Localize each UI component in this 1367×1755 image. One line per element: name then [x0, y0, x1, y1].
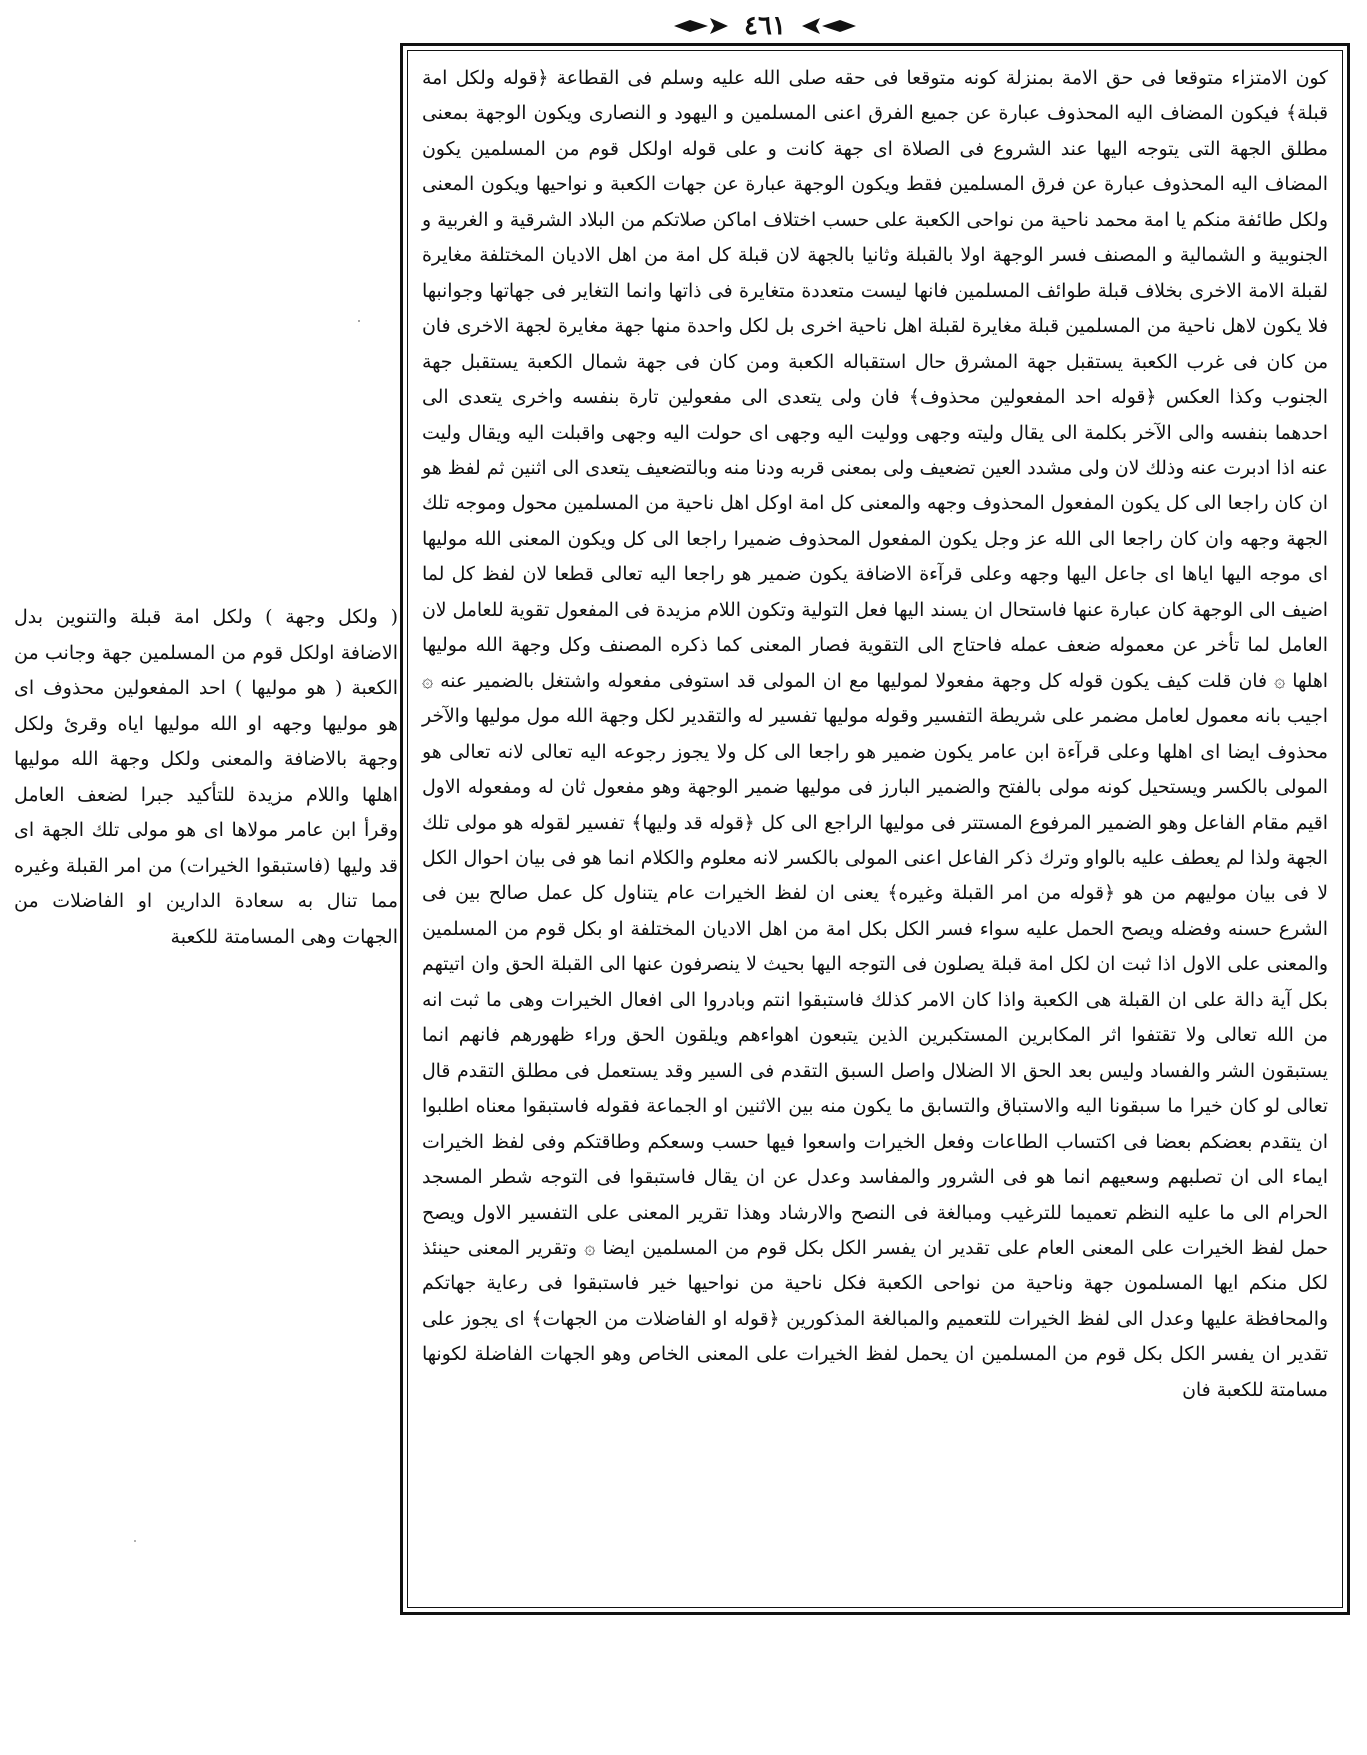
page-number-header	[560, 6, 970, 46]
stray-mark	[358, 320, 360, 322]
main-text-inner-border	[407, 50, 1343, 1608]
main-text-frame	[400, 43, 1350, 1615]
commentary-text: كون الامتزاء متوقعا فى حق الامة بمنزلة كونه متوقعا فى حقه صلى الله عليه وسلم فى القطاعة ﴿قوله ولكل امة قبلة﴾ فيكون المضاف اليه المحذوف عبارة عن جميع الفرق اعنى المسلمين و اليهود و النصارى ويكون الوجهة بمعنى مطلق الجهة التى يتوجه اليها عند الشروع فى الصلاة اى جهة كانت و على قوله اولكل قوم من المسلمين يكون المضاف اليه المحذوف عبارة عن فرق المسلمين فقط ويكون الوجهة عبارة عن جهات الكعبة و نواحيها ويكون المعنى ولكل طائفة منكم يا امة محمد ناحية من نواحى الكعبة على حسب اختلاف اماكن صلاتكم من البلاد الشرقية و الغربية و الجنوبية و الشمالية و المصنف فسر الوجهة اولا بالقبلة وثانيا بالجهة لان قبلة كل امة من اهل الاديان المختلفة مغايرة لقبلة الامة الاخرى بخلاف قبلة طوائف المسلمين فانها ليست متعددة متغايرة فى ذاتها وانما التغاير فى جهاتها وجوانبها فلا يكون لاهل ناحية من المسلمين قبلة مغايرة لقبلة اهل ناحية اخرى بل لكل واحدة منها جهة مغايرة لجهة الاخرى فان من كان فى غرب الكعبة يستقبل جهة المشرق حال استقباله الكعبة ومن كان فى جهة شمال الكعبة يستقبل جهة الجنوب وكذا العكس ﴿قوله احد المفعولين محذوف﴾ فان ولى يتعدى الى مفعولين تارة بنفسه واخرى يتعدى الى احدهما بنفسه والى الآخر بكلمة الى يقال وليته وجهى ووليت اليه وجهى اى حولت اليه وجهى واقبلت اليه ويقال وليت عنه اذا ادبرت عنه وذلك لان ولى مشدد العين تضعيف ولى بمعنى قربه ودنا منه وبالتضعيف يتعدى الى اثنين ثم لفظ هو ان كان راجعا الى كل يكون المفعول المحذوف وجهه والمعنى كل امة اوكل اهل ناحية من المسلمين محول وموجه تلك الجهة وجهه وان كان راجعا الى الله عز وجل يكون المفعول المحذوف ضميرا راجعا الى كل ويكون المعنى الله موليها اى موجه اليها اياها اى جاعل اليها وجهه وعلى قرآءة الاضافة يكون ضمير هو راجعا اليه تعالى قطعا لان لفظ كل لما اضيف الى الوجهة كان عبارة عنها فاستحال ان يسند اليها فعل التولية وتكون اللام مزيدة فى المفعول تقوية للعامل لان العامل لما تأخر عن معموله ضعف عمله فاحتاج الى التقوية فصار المعنى كما ذكره المصنف وكل وجهة الله موليها اهلها ۞ فان قلت كيف يكون قوله كل وجهة مفعولا لموليها مع ان المولى قد استوفى مفعوله واشتغل بالضمير عنه ۞ اجيب بانه معمول لعامل مضمر على شريطة التفسير وقوله موليها تفسير له والتقدير لكل وجهة الله مول موليها والآخر محذوف ايضا اى اهلها وعلى قرآءة ابن عامر يكون ضمير هو راجعا الى كل ولا يجوز رجوعه اليه تعالى لانه تعالى هو المولى بالكسر ويستحيل كونه مولى بالفتح والضمير البارز فى موليها ضمير الوجهة وهو مفعول ثان له ومفعوله الاول اقيم مقام الفاعل وهو الضمير المرفوع المستتر فى موليها الراجع الى كل ﴿قوله قد وليها﴾ تفسير لقوله هو مولى تلك الجهة ولذا لم يعطف عليه بالواو وترك ذكر الفاعل اعنى المولى بالكسر لانه معلوم والكلام انما هو فى بيان احوال الكل لا فى بيان موليهم من هو ﴿قوله من امر القبلة وغيره﴾ يعنى ان لفظ الخيرات عام يتناول كل عمل صالح بين فى الشرع حسنه وفضله ويصح الحمل عليه سواء فسر الكل بكل امة من اهل الاديان المختلفة او بكل قوم من المسلمين والمعنى على الاول اذا ثبت ان لكل امة قبلة يصلون فى التوجه اليها بحيث لا ينصرفون عنها الى القبلة الحق وان اتيتهم بكل آية دالة على ان القبلة هى الكعبة واذا كان الامر كذلك فاستبقوا انتم وبادروا الى افعال الخيرات وهى ما ثبت انه من الله تعالى ولا تقتفوا اثر المكابرين المستكبرين الذين يتبعون اهواءهم ويلقون الحق وراء ظهورهم فانهم انما يستبقون الشر والفساد وليس بعد الحق الا الضلال واصل السبق التقدم فى السير وقد يستعمل فى مطلق التقدم قال تعالى لو كان خيرا ما سبقونا اليه والاستباق والتسابق ما يكون منه بين الاثنين او الجماعة فقوله فاستبقوا معناه اطلبوا ان يتقدم بعضكم بعضا فى اكتساب الطاعات وفعل الخيرات واسعوا فيها حسب وسعكم وطاقتكم وفى لفظ الخيرات ايماء الى ان تصلبهم وسعيهم انما هو فى الشرور والمفاسد وعدل عن ان يقال فاستبقوا فى التوجه شطر المسجد الحرام الى ما عليه النظم تعميما للترغيب ومبالغة فى النصح والارشاد وهذا تقرير المعنى على التفسير الاول ويصح حمل لفظ الخيرات على المعنى العام على تقدير ان يفسر الكل بكل قوم من المسلمين ايضا ۞ وتقرير المعنى حينئذ لكل منكم ايها المسلمون جهة وناحية من نواحى الكعبة فكل ناحية من نواحيها خير فاستبقوا فى رعاية جهاتكم والمحافظة عليها وعدل الى لفظ الخيرات للتعميم والمبالغة المذكورين ﴿قوله او الفاضلات من الجهات﴾ اى يجوز على تقدير ان يفسر الكل بكل قوم من المسلمين ان يحمل لفظ الخيرات على المعنى الخاص وهو الجهات الفاضلة لكونها مسامتة للكعبة فان	[422, 68, 1328, 1401]
stray-mark	[134, 1540, 136, 1542]
ornament-icon	[800, 15, 858, 37]
margin-note: ( ولكل وجهة ) ولكل امة قبلة والتنوين بدل الاضافة اولكل قوم من المسلمين جهة وجانب من الكعبة ( هو موليها ) احد المفعولين محذوف اى هو موليها وجهه او الله موليها اياه وقرئ ولكل وجهة بالاضافة والمعنى ولكل وجهة الله موليها اهلها واللام مزيدة للتأكيد جبرا لضعف العامل وقرأ ابن عامر مولاها اى هو مولى تلك الجهة اى قد وليها (فاستبقوا الخيرات) من امر القبلة وغيره مما تنال به سعادة الدارين او الفاضلات من الجهات وهى المسامتة للكعبة	[14, 606, 398, 948]
page-number: ٤٦١	[744, 11, 786, 41]
ornament-icon	[672, 15, 730, 37]
